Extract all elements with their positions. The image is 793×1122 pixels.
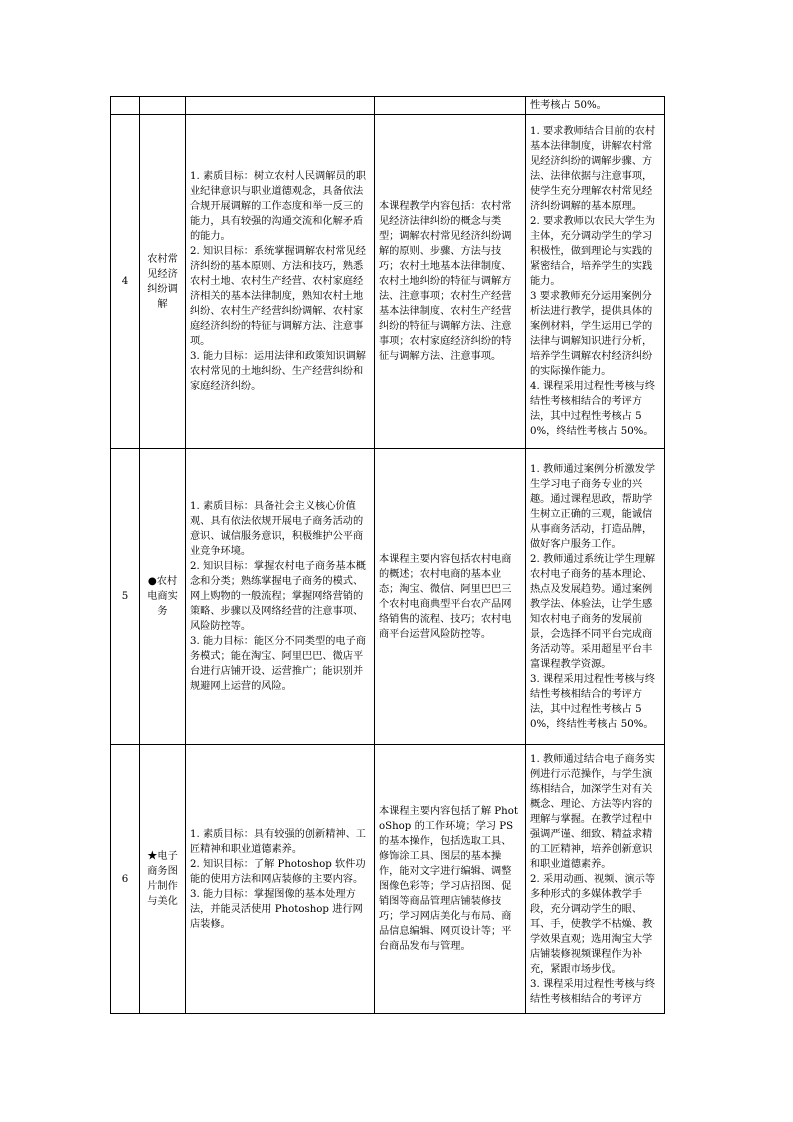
course-content-cell — [375, 97, 526, 115]
method-paragraph: 1. 教师通过案例分析激发学生学习电子商务专业的兴趣。通过课程思政，帮助学生树立正确的三观，能诚信从事商务活动，打造品牌，做好客户服务工作。 — [530, 463, 656, 550]
table-row-course-4 — [111, 115, 665, 449]
course-name-cell: ●农村电商实务 — [140, 449, 186, 745]
method-paragraph: 2. 采用动画、视频、演示等多种形式的多媒体教学手段，充分调动学生的眼、耳、手，使教学不枯燥、教学效果直观；选用淘宝大学店铺装修视频课程作为补充，紧跟市场步伐。 — [530, 873, 656, 975]
course-number-cell: 6 — [111, 745, 140, 1014]
course-method-cell — [526, 97, 665, 115]
course-goals-cell — [186, 449, 375, 745]
course-goals-cell — [186, 115, 375, 449]
method-paragraph: 2. 要求教师以农民大学生为主体，充分调动学生的学习积极性，做到理论与实践的紧密结合，培养学生的实践能力。 — [530, 216, 656, 287]
goal-paragraph: 1. 素质目标：树立农村人民调解员的职业纪律意识与职业道德观念，具备依法合规开展调解的工作态度和举一反三的能力，具有较强的沟通交流和化解矛盾的能力。 — [190, 171, 366, 242]
course-number-cell: 4 — [111, 115, 140, 449]
method-paragraph: 4. 课程采用过程性考核与终结性考核相结合的考评方法，其中过程性考核占 50%，终结性考核占 50%。 — [530, 381, 656, 437]
goal-paragraph: 2. 知识目标：了解 Photoshop 软件功能的使用方法和网店装修的主要内容。 — [190, 858, 366, 885]
method-paragraph: 1. 教师通过结合电子商务实例进行示范操作，与学生演练相结合，加深学生对有关概念、理论、方法等内容的理解与掌握。在教学过程中强调严谨、细致、精益求精的工匠精神，培养创新意识和职业道德素养。 — [530, 753, 656, 870]
method-paragraph: 3 要求教师充分运用案例分析法进行教学，提供具体的案例材料，学生运用已学的法律与调解知识进行分析，培养学生调解农村经济纠纷的实际操作能力。 — [530, 291, 653, 377]
method-paragraph: 3. 课程采用过程性考核与终结性考核相结合的考评方 — [530, 978, 656, 1005]
course-name-cell: 农村常见经济纠纷调解 — [140, 115, 186, 449]
goal-paragraph: 2. 知识目标：系统掌握调解农村常见经济纠纷的基本原则、方法和技巧，熟悉农村土地、农村生产经营、农村家庭经济相关的基本法律制度，熟知农村土地纠纷、农村生产经营纠纷调解、农村家庭经济纠纷的特征与调解方法、注意事项。 — [190, 246, 366, 347]
goal-paragraph: 2. 知识目标：掌握农村电子商务基本概念和分类；熟练掌握电子商务的模式、网上购物的一般流程；掌握网络营销的策略、步骤以及网络经营的注意事项、风险防控等。 — [190, 561, 366, 632]
course-goals-cell — [186, 97, 375, 115]
goal-paragraph: 1. 素质目标：具备社会主义核心价值观、具有依法依规开展电子商务活动的意识、诚信服务意识，积极维护公平商业竞争环境。 — [190, 501, 364, 557]
course-number-cell — [111, 97, 140, 115]
table-row-continued — [111, 97, 665, 115]
course-table — [110, 96, 665, 1014]
method-paragraph: 1. 要求教师结合目前的农村基本法律制度，讲解农村常见经济纠纷的调解步骤、方法、法律依据与注意事项，使学生充分理解农村常见经济纠纷调解的基本原理。 — [530, 126, 656, 212]
method-paragraph: 3. 课程采用过程性考核与终结性考核相结合的考评方法，其中过程性考核占 50%，终结性考核占 50%。 — [530, 673, 656, 730]
goal-paragraph: 3. 能力目标：运用法律和政策知识调解农村常见的土地纠纷、生产经营纠纷和家庭经济纠纷。 — [190, 351, 366, 392]
method-paragraph: 2. 教师通过系统让学生理解农村电子商务的基本理论、热点及发展趋势。通过案例教学法、体验法，让学生感知农村电子商务的发展前景，会选择不同平台完成商务活动等。采用超星平台丰富课程教学资源。 — [530, 553, 656, 670]
course-method-cell — [526, 115, 665, 449]
course-goals-cell — [186, 745, 375, 1014]
table-row-course-6 — [111, 745, 665, 1014]
course-content-cell: 本课程教学内容包括：农村常见经济法律纠纷的概念与类型；调解农村常见经济纠纷调解的原则、步骤、方法与技巧；农村土地基本法律制度、农村土地纠纷的特征与调解方法、注意事项；农村生产经营基本法律制度、农村生产经营纠纷的特征与调解方法、注意事项；农村家庭经济纠纷的特征与调解方法、注意事项。 — [375, 115, 526, 449]
course-content-cell: 本课程主要内容包括农村电商的概述；农村电商的基本业态；淘宝、微信、阿里巴巴三个农村电商典型平台农产品网络销售的流程、技巧；农村电商平台运营风险防控等。 — [375, 449, 526, 745]
course-name-cell: ★电子商务图片制作与美化 — [140, 745, 186, 1014]
course-name-cell — [140, 97, 186, 115]
table-row-course-5 — [111, 449, 665, 745]
goal-paragraph: 3. 能力目标：掌握图像的基本处理方法，并能灵活使用 Photoshop 进行网店装修。 — [190, 888, 363, 930]
method-paragraph: 性考核占 50%。 — [530, 100, 607, 111]
course-method-cell — [526, 745, 665, 1014]
course-method-cell — [526, 449, 665, 745]
goal-paragraph: 3. 能力目标：能区分不同类型的电子商务模式；能在淘宝、阿里巴巴、微店平台进行店铺开设、运营推广；能识别并规避网上运营的风险。 — [190, 636, 366, 692]
course-number-cell: 5 — [111, 449, 140, 745]
course-content-cell: 本课程主要内容包括了解 PhotoShop 的工作环境；学习 PS 的基本操作，包括选取工具、修饰涂工具、图层的基本操作，能对文字进行编辑、调整图像色彩等；学习店招图、促销图等商品管理店铺装修技巧；学习网店美化与布局、商品信息编辑、网页设计等；平台商品发布与管理。 — [375, 745, 526, 1014]
goal-paragraph: 1. 素质目标：具有较强的创新精神、工匠精神和职业道德素养。 — [190, 828, 366, 855]
